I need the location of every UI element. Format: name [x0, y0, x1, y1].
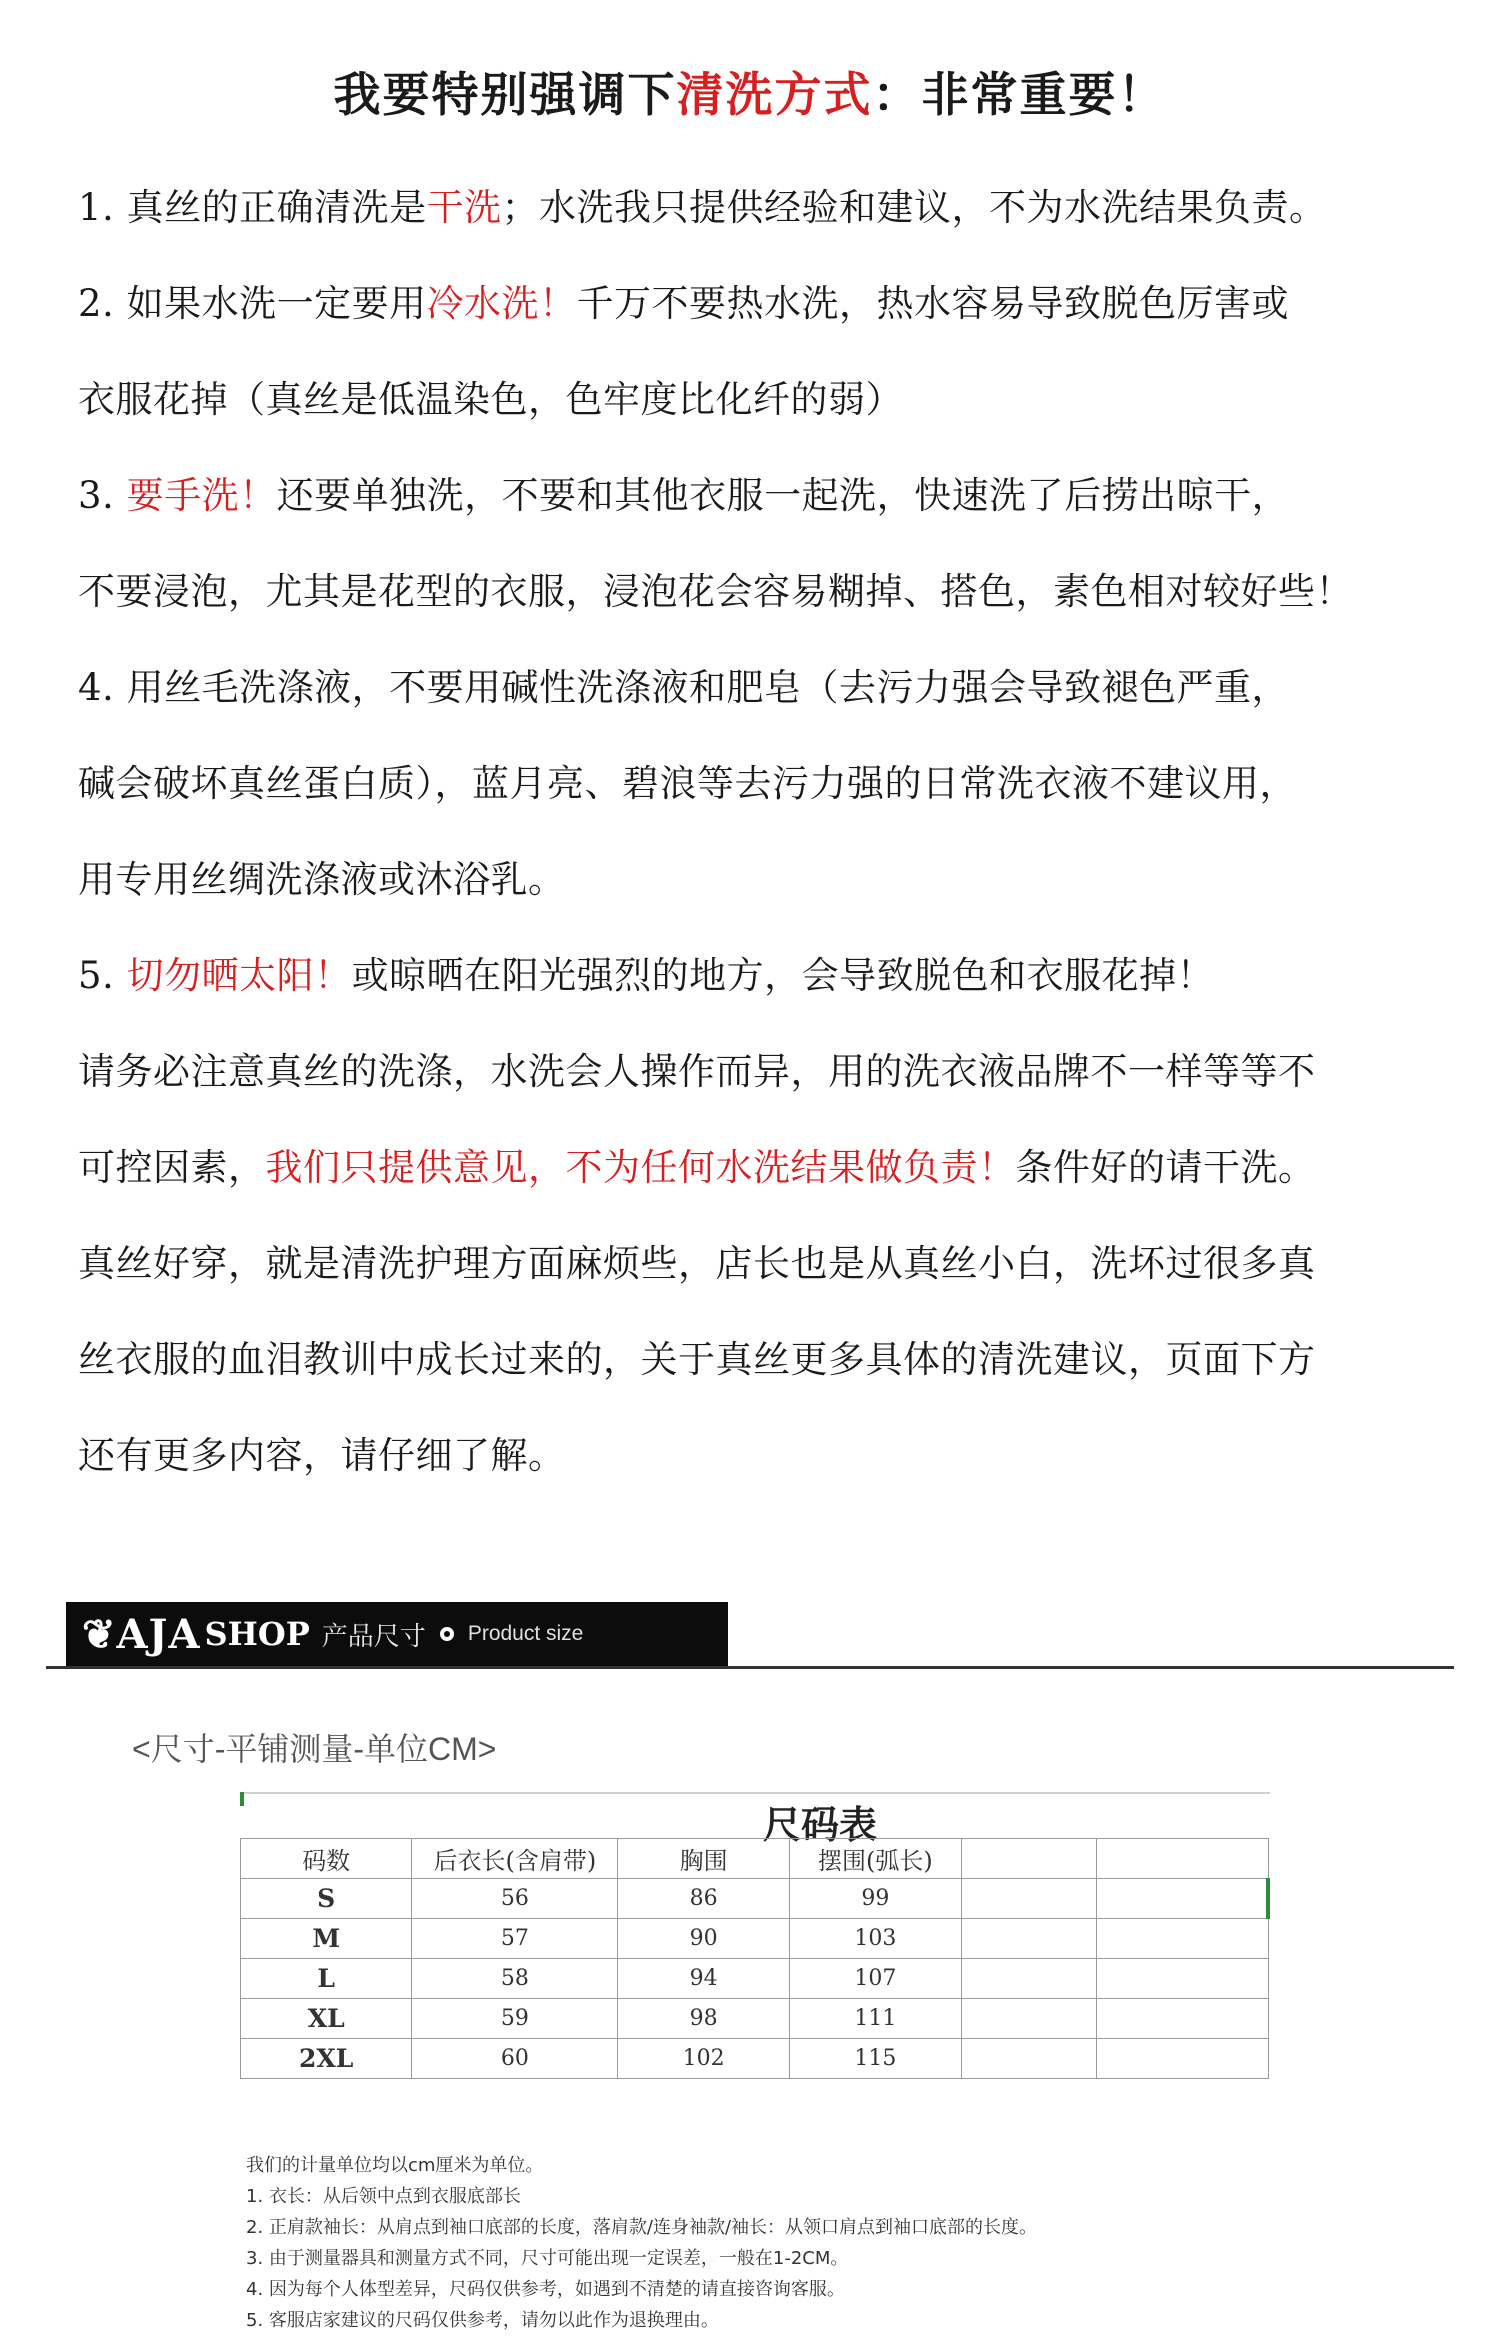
- back-length-cell: 57: [412, 1919, 618, 1959]
- line-text: 或晾晒在阳光强烈的地方，会导致脱色和衣服花掉！: [351, 954, 1215, 997]
- table-row: [241, 1919, 1269, 1959]
- empty-cell: [1097, 1919, 1268, 1959]
- instruction-line-3: 衣服花掉（真丝是低温染色，色牢度比化纤的弱）: [78, 378, 903, 421]
- washing-instructions: [78, 172, 1478, 1516]
- hem-cell: 115: [789, 2039, 961, 2079]
- banner-divider: [46, 1666, 1454, 1669]
- instruction-line-8: 用专用丝绸洗涤液或沐浴乳。: [78, 858, 566, 901]
- instruction-line-12: 真丝好穿，就是清洗护理方面麻烦些，店长也是从真丝小白，洗坏过很多真: [78, 1242, 1316, 1285]
- line-highlight: 我们只提供意见，不为任何水洗结果做负责！: [265, 1146, 1016, 1189]
- note-line: 5. 客服店家建议的尺码仅供参考，请勿以此作为退换理由。: [246, 2310, 719, 2331]
- instruction-line-9: [78, 940, 1478, 1036]
- instruction-line-5: 不要浸泡，尤其是花型的衣服，浸泡花会容易糊掉、搭色，素色相对较好些！: [78, 570, 1353, 613]
- header-hem: 摆围(弧长): [789, 1839, 961, 1879]
- instruction-line-14: 还有更多内容，请仔细了解。: [78, 1434, 566, 1477]
- line-text: 2. 如果水洗一定要用: [78, 282, 427, 325]
- bullet-icon: [440, 1627, 454, 1641]
- title-part1: 我要特别强调下: [333, 68, 677, 123]
- size-code-cell: 2XL: [241, 2039, 412, 2079]
- line-text: 5.: [78, 954, 127, 997]
- hem-cell: 107: [789, 1959, 961, 1999]
- empty-cell: [962, 2039, 1097, 2079]
- hem-cell: 103: [789, 1919, 961, 1959]
- size-caption: <尺寸-平铺测量-单位CM>: [132, 1731, 497, 1767]
- instruction-line-6: 4. 用丝毛洗涤液，不要用碱性洗涤液和肥皂（去污力强会导致褪色严重，: [78, 666, 1290, 709]
- table-header-row: [241, 1839, 1269, 1879]
- line-text: 千万不要热水洗，热水容易导致脱色厉害或: [576, 282, 1290, 325]
- empty-cell: [1097, 2039, 1268, 2079]
- active-cell: [1097, 1879, 1268, 1919]
- size-chart-sheet: [240, 1790, 1270, 2331]
- page-title: [0, 58, 1500, 125]
- instruction-line-11: [78, 1132, 1478, 1228]
- size-table: [240, 1838, 1270, 2079]
- table-row: [241, 1879, 1269, 1919]
- title-highlight: 清洗方式: [676, 68, 873, 123]
- instruction-line-7: 碱会破坏真丝蛋白质），蓝月亮、碧浪等去污力强的日常洗衣液不建议用，: [78, 762, 1297, 805]
- hem-cell: 111: [789, 1999, 961, 2039]
- banner-en-label: Product size: [467, 1622, 584, 1645]
- line-text: 条件好的请干洗。: [1015, 1146, 1316, 1189]
- table-row: [241, 1999, 1269, 2039]
- line-text: 3.: [78, 474, 127, 517]
- header-chest: 胸围: [618, 1839, 789, 1879]
- size-code-cell: M: [241, 1919, 412, 1959]
- size-chart-title: 尺码表: [762, 1802, 877, 1847]
- chest-cell: 86: [618, 1879, 789, 1919]
- size-code-cell: XL: [241, 1999, 412, 2039]
- brand-shop-label: SHOP: [204, 1615, 310, 1653]
- empty-cell: [962, 1999, 1097, 2039]
- table-row: [241, 1959, 1269, 1999]
- header-empty: [962, 1839, 1097, 1879]
- chest-cell: 94: [618, 1959, 789, 1999]
- empty-cell: [962, 1919, 1097, 1959]
- chest-cell: 102: [618, 2039, 789, 2079]
- line-text: 还要单独洗，不要和其他衣服一起洗，快速洗了后捞出晾干，: [276, 474, 1290, 517]
- header-back-length: 后衣长(含肩带): [412, 1839, 618, 1879]
- header-size-code: 码数: [241, 1839, 412, 1879]
- section-banner: [66, 1602, 728, 1666]
- empty-cell: [962, 1879, 1097, 1919]
- hem-cell: 99: [789, 1879, 961, 1919]
- banner-cn-label: 产品尺寸: [321, 1620, 426, 1651]
- brand-logo: ❦AJA: [82, 1610, 201, 1658]
- table-row: [241, 2039, 1269, 2079]
- instruction-line-13: 丝衣服的血泪教训中成长过来的，关于真丝更多具体的清洗建议，页面下方: [78, 1338, 1316, 1381]
- size-code-cell: S: [241, 1879, 412, 1919]
- instruction-line-4: [78, 460, 1478, 556]
- line-highlight: 干洗: [426, 186, 502, 229]
- chest-cell: 90: [618, 1919, 789, 1959]
- instruction-line-1: [78, 172, 1478, 268]
- empty-cell: [1097, 1999, 1268, 2039]
- back-length-cell: 58: [412, 1959, 618, 1999]
- measurement-notes: [246, 2150, 1037, 2336]
- note-line: 1. 衣长：从后领中点到衣服底部长: [246, 2186, 521, 2207]
- empty-cell: [1097, 1959, 1268, 1999]
- note-line: 我们的计量单位均以cm厘米为单位。: [246, 2155, 544, 2176]
- back-length-cell: 60: [412, 2039, 618, 2079]
- line-text: ；水洗我只提供经验和建议，不为水洗结果负责。: [501, 186, 1327, 229]
- back-length-cell: 59: [412, 1999, 618, 2039]
- line-highlight: 冷水洗！: [426, 282, 577, 325]
- line-highlight: 切勿晒太阳！: [126, 954, 352, 997]
- empty-cell: [962, 1959, 1097, 1999]
- title-part2: ：非常重要！: [872, 68, 1167, 123]
- back-length-cell: 56: [412, 1879, 618, 1919]
- line-text: 1. 真丝的正确清洗是: [78, 186, 427, 229]
- note-line: 4. 因为每个人体型差异，尺码仅供参考，如遇到不清楚的请直接咨询客服。: [246, 2279, 845, 2300]
- size-code-cell: L: [241, 1959, 412, 1999]
- note-line: 3. 由于测量器具和测量方式不同，尺寸可能出现一定误差，一般在1-2CM。: [246, 2248, 849, 2269]
- note-line: 2. 正肩款袖长：从肩点到袖口底部的长度，落肩款/连身袖款/袖长：从领口肩点到袖口底部的长度。: [246, 2217, 1038, 2238]
- instruction-line-10: 请务必注意真丝的洗涤，水洗会人操作而异，用的洗衣液品牌不一样等等不: [78, 1050, 1316, 1093]
- chest-cell: 98: [618, 1999, 789, 2039]
- line-text: 可控因素，: [78, 1146, 266, 1189]
- line-highlight: 要手洗！: [126, 474, 277, 517]
- instruction-line-2: [78, 268, 1478, 364]
- header-empty: [1097, 1839, 1268, 1879]
